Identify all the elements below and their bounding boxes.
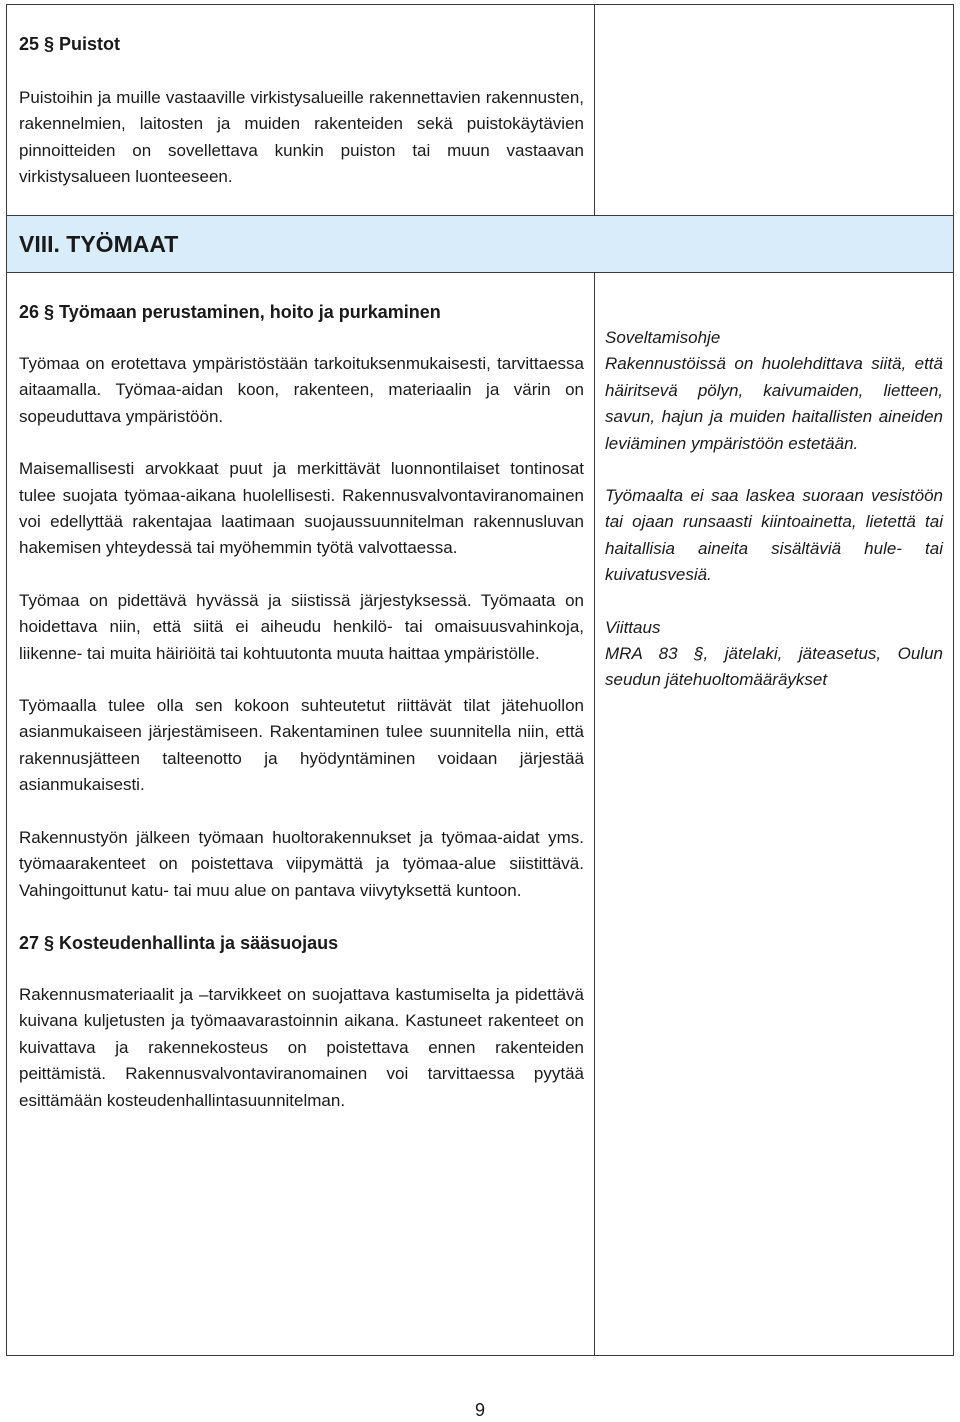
section-25-text: Puistoihin ja muille vastaaville virkistysalueille rakennettavien rakennusten, rakennelmien, laitosten ja muiden rakenteiden sekä puistokäytävien pinnoitteiden on sovellettava kunkin puiston tai muun vastaavan virkistysalueen luonteeseen. — [19, 88, 584, 187]
guidance-text: Rakennustöissä on huolehdittava siitä, että häiritsevä pölyn, kaivumaiden, lietteen, savun, hajun ja muiden haitallisten aineiden leviäminen ympäristöön estetään. — [605, 354, 943, 453]
section-26-title: 26 § Työmaan perustaminen, hoito ja purkaminen — [19, 302, 441, 322]
section-25-cell — [7, 5, 595, 216]
section-26-paragraph: Rakennustyön jälkeen työmaan huoltorakennukset ja työmaa-aidat yms. työmaarakenteet on poistettava viipymättä ja työmaa-alue siistittävä. Vahingoittunut katu- tai muu alue on pantava viivytyksettä kuntoon. — [19, 827, 584, 900]
section-26-paragraph: Maisemallisesti arvokkaat puut ja merkittävät luonnontilaiset tontinosat tulee suojata työmaa-aikana huolellisesti. Rakennusvalvontaviranomainen voi edellyttää rakentajaa laatimaan suojaussuunnitelman rakennusluvan hakemisen yhteydessä tai myöhemmin työtä valvottaessa. — [19, 459, 584, 558]
section-27-title: 27 § Kosteudenhallinta ja sääsuojaus — [19, 932, 339, 953]
reference-label: Viittaus — [605, 617, 661, 637]
chapter-header-cell — [7, 216, 954, 273]
section-26-paragraph: Työmaa on pidettävä hyvässä ja siistissä järjestyksessä. Työmaata on hoidettava niin, että siitä ei aiheudu henkilö- tai omaisuusvahinkoja, liikenne- tai muita häiriöitä tai kohtuutonta muuta haittaa ympäristölle. — [19, 590, 584, 663]
main-content-cell — [7, 273, 595, 1356]
section-26-paragraph: Työmaalla tulee olla sen kokoon suhteutetut riittävät tilat jätehuollon asianmukaiseen järjestämiseen. Rakentaminen tulee suunnitella niin, että rakennusjätteen talteenotto ja hyödyntäminen voidaan järjestää asianmukaisesti. — [19, 696, 584, 795]
guidance-label: Soveltamisohje — [605, 328, 721, 347]
regulation-table — [6, 4, 954, 1356]
chapter-title: VIII. TYÖMAAT — [19, 231, 179, 257]
guidance-cell — [595, 273, 954, 1356]
guidance-text: Työmaalta ei saa laskea suoraan vesistöön tai ojaan runsaasti kiintoainetta, lietettä tai haitallisia aineita sisältäviä hule- tai kuivatusvesiä. — [605, 486, 943, 585]
empty-side-cell — [595, 5, 954, 216]
page-number: 9 — [474, 1400, 485, 1420]
reference-text: MRA 83 §, jätelaki, jäteasetus, Oulun seudun jätehuoltomääräykset — [605, 644, 943, 690]
section-27-text: Rakennusmateriaalit ja –tarvikkeet on suojattava kastumiselta ja pidettävä kuivana kuljetusten ja työmaavarastoinnin aikana. Kastuneet rakenteet on kuivattava ja rakennekosteus on poistettava ennen rakenteiden peittämistä. Rakennusvalvontaviranomainen voi tarvittaessa pyytää esittämään kosteudenhallintasuunnitelman. — [19, 984, 584, 1110]
section-26-paragraph: Työmaa on erotettava ympäristöstään tarkoituksenmukaisesti, tarvittaessa aitaamalla. Työmaa-aidan koon, rakenteen, materiaalin ja värin on sopeuduttava ympäristöön. — [19, 354, 584, 426]
section-25-title: 25 § Puistot — [19, 34, 121, 54]
